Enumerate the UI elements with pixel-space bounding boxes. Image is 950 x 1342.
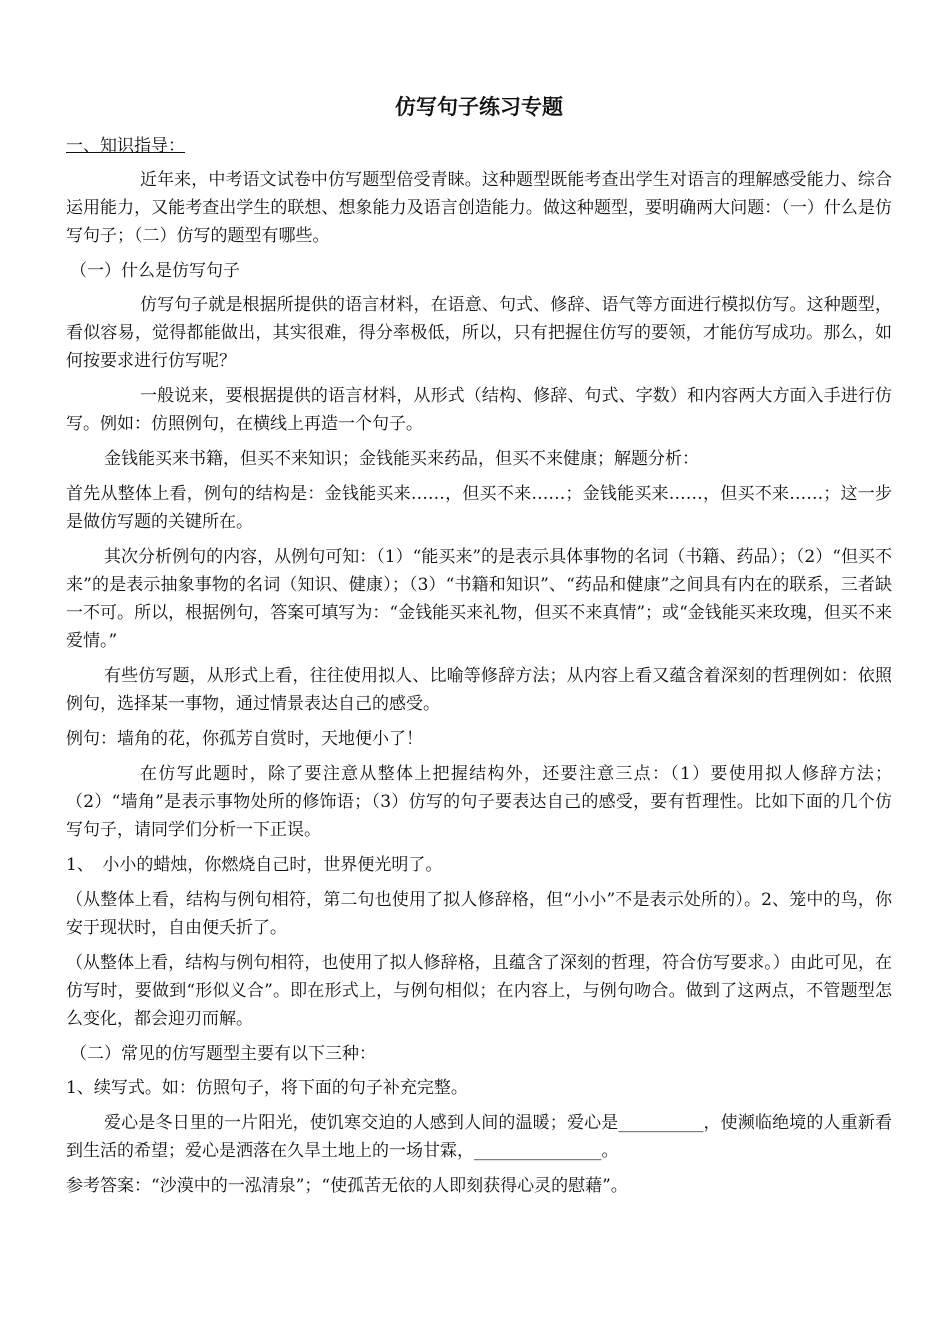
- document-page: [66, 92, 892, 1207]
- paragraph-answer: 参考答案：“沙漠中的一泓清泉”；“使孤苦无依的人即刻获得心灵的慰藉”。: [66, 1176, 628, 1196]
- subheading-what-is: （一）什么是仿写句子: [70, 261, 240, 281]
- paragraph-example-2: 例句：墙角的花，你孤芳自赏时，天地便小了！: [66, 729, 423, 749]
- paragraph-type-1: 1、续写式。如：仿照句子，将下面的句子补充完整。: [66, 1078, 468, 1098]
- paragraph-comment-1: （从整体上看，结构与例句相符，第二句也使用了拟人修辞格，但“小小”不是表示处所的）。2、笼中的鸟，你安于现状时，自由便夭折了。: [66, 890, 892, 938]
- section-heading-knowledge: [66, 132, 892, 160]
- page-title: 仿写句子练习专题: [395, 95, 563, 119]
- paragraph-content-analysis: 其次分析例句的内容，从例句可知：（1）“能买来”的是表示具体事物的名词（书籍、药品）；（2）“但买不来”的是表示抽象事物的名词（知识、健康）；（3）“书籍和知识”、“药品和健康”之间具有内在的联系，三者缺一不可。所以，根据例句，答案可填写为：“金钱能买来礼物，但买不来真情”；或“金钱能买来玫瑰，但买不来爱情。”: [66, 547, 892, 651]
- paragraph-definition: 仿写句子就是根据所提供的语言材料，在语意、句式、修辞、语气等方面进行模拟仿写。这种题型，看似容易，觉得都能做出，其实很难，得分率极低，所以，只有把握住仿写的要领，才能仿写成功。那么，如何按要求进行仿写呢？: [66, 295, 892, 371]
- paragraph-comment-2: （从整体上看，结构与例句相符，也使用了拟人修辞格，且蕴含了深刻的哲理，符合仿写要求。）由此可见，在仿写时，要做到“形似义合”。即在形式上，与例句相似；在内容上，与例句吻合。做到了这两点，不管题型怎么变化，都会迎刃而解。: [66, 953, 892, 1029]
- paragraph-structure-analysis: 首先从整体上看，例句的结构是：金钱能买来……，但买不来……；金钱能买来……，但买不来……；这一步是做仿写题的关键所在。: [66, 484, 892, 532]
- paragraph-method: 一般说来，要根据提供的语言材料，从形式（结构、修辞、句式、字数）和内容两大方面入手进行仿写。例如：仿照例句，在横线上再造一个句子。: [66, 386, 892, 434]
- paragraph-intro: 近年来，中考语文试卷中仿写题型倍受青睐。这种题型既能考查出学生对语言的理解感受能力、综合运用能力，又能考查出学生的联想、想象能力及语言创造能力。做这种题型，要明确两大问题：（一）什么是仿写句子；（二）仿写的题型有哪些。: [66, 170, 892, 246]
- paragraph-three-points: 在仿写此题时，除了要注意从整体上把握结构外，还要注意三点：（1）要使用拟人修辞方法；（2）“墙角”是表示事物处所的修饰语；（3）仿写的句子要表达自己的感受，要有哲理性。比如下面的几个仿写句子，请同学们分析一下正误。: [66, 764, 892, 840]
- paragraph-item-1: 1、 小小的蜡烛，你燃烧自己时，世界便光明了。: [66, 855, 443, 875]
- section-heading-text: 一、知识指导：: [66, 136, 185, 156]
- paragraph-exercise: 爱心是冬日里的一片阳光，使饥寒交迫的人感到人间的温暖；爱心是__________，使濒临绝境的人重新看到生活的希望；爱心是洒落在久旱土地上的一场甘霖，_______________。: [66, 1113, 892, 1161]
- paragraph-example-sentence: 金钱能买来书籍，但买不来知识；金钱能买来药品，但买不来健康；解题分析：: [104, 449, 699, 469]
- paragraph-rhetoric: 有些仿写题，从形式上看，往往使用拟人、比喻等修辞方法；从内容上看又蕴含着深刻的哲理例如：依照例句，选择某一事物，通过情景表达自己的感受。: [66, 666, 892, 714]
- subheading-common-types: （二）常见的仿写题型主要有以下三种：: [70, 1044, 376, 1064]
